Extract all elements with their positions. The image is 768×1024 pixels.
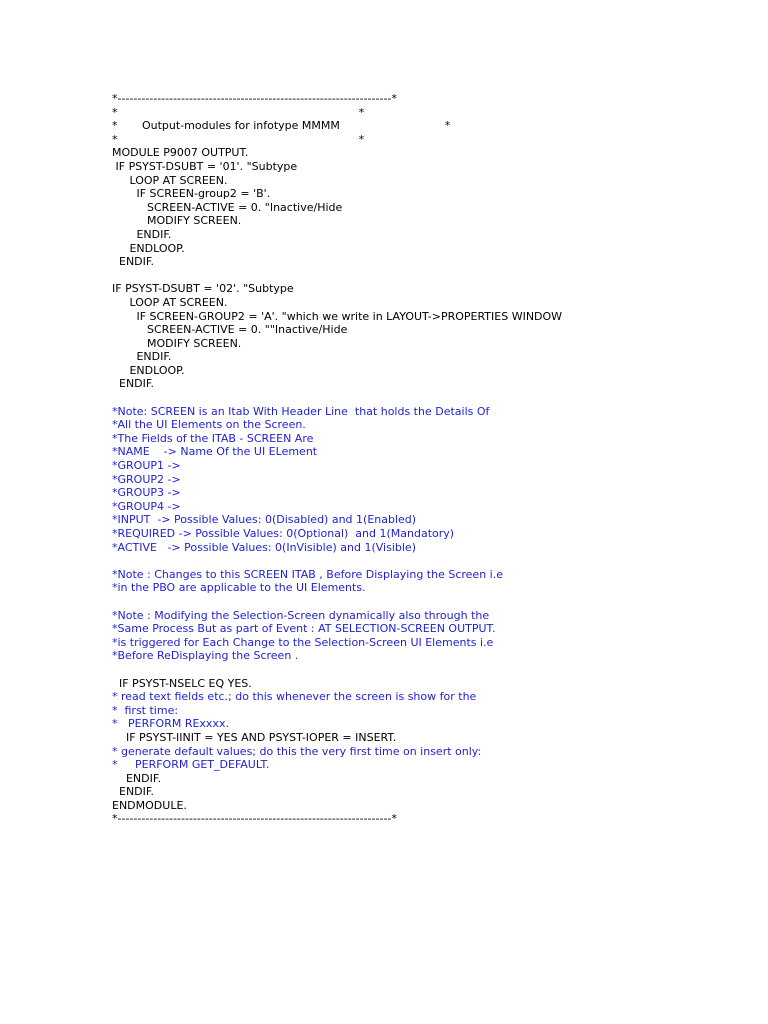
comment-line: *Before ReDisplaying the Screen . — [112, 649, 299, 663]
code-line: IF PSYST-DSUBT = '02'. "Subtype — [112, 282, 294, 296]
comment-line: *Note: SCREEN is an Itab With Header Line that holds the Details Of — [112, 404, 490, 418]
comment-line: *ACTIVE -> Possible Values: 0(InVisible) and 1(Visible) — [112, 540, 416, 554]
comment-line: * generate default values; do this the very first time on insert only: — [112, 744, 482, 758]
code-line: * * — [112, 105, 365, 119]
comment-line: *GROUP3 -> — [112, 486, 181, 500]
code-line — [112, 663, 732, 677]
comment-line: * read text fields etc.; do this whenever the screen is show for the — [112, 690, 477, 704]
code-line: IF PSYST-IINIT = YES AND PSYST-IOPER = INSERT. — [112, 730, 397, 744]
abap-code-listing — [112, 92, 732, 826]
code-line: IF PSYST-NSELC EQ YES. — [112, 676, 252, 690]
code-line: ENDLOOP. — [112, 363, 185, 377]
comment-line: * PERFORM RExxxx. — [112, 717, 229, 731]
comment-line: *in the PBO are applicable to the UI Elements. — [112, 581, 366, 595]
code-line — [112, 269, 732, 283]
comment-line: * first time: — [112, 703, 179, 717]
comment-line: *REQUIRED -> Possible Values: 0(Optional) and 1(Mandatory) — [112, 527, 455, 540]
code-line: ENDLOOP. — [112, 241, 185, 255]
comment-line: *NAME -> Name Of the UI ELement — [112, 445, 318, 459]
code-line: ENDIF. — [112, 377, 154, 391]
code-line: *---------------------------------------------------------------------* — [112, 812, 397, 826]
code-line: SCREEN-ACTIVE = 0. "Inactive/Hide — [112, 200, 343, 214]
code-line: * * — [112, 132, 365, 146]
code-line: MODULE P9007 OUTPUT. — [112, 146, 249, 160]
code-line: ENDIF. — [112, 255, 154, 269]
code-line: ENDIF. — [112, 785, 154, 799]
comment-line: *All the UI Elements on the Screen. — [112, 418, 306, 432]
comment-line: * PERFORM GET_DEFAULT. — [112, 758, 270, 772]
code-line: IF PSYST-DSUBT = '01'. "Subtype — [112, 159, 298, 173]
code-line — [112, 554, 732, 568]
code-line: *---------------------------------------------------------------------* — [112, 92, 397, 105]
comment-line: *Same Process But as part of Event : AT SELECTION-SCREEN OUTPUT. — [112, 622, 496, 636]
comment-line: *Note : Modifying the Selection-Screen dynamically also through the — [112, 608, 490, 622]
code-line: IF SCREEN-group2 = 'B'. — [112, 187, 271, 201]
code-line: ENDIF. — [112, 771, 161, 785]
code-line: ENDIF. — [112, 350, 172, 364]
code-line — [112, 595, 732, 609]
code-line: IF SCREEN-GROUP2 = 'A'. "which we write in LAYOUT->PROPERTIES WINDOW — [112, 309, 563, 323]
code-line: ENDIF. — [112, 227, 172, 241]
comment-line: *is triggered for Each Change to the Selection-Screen UI Elements i.e — [112, 635, 494, 649]
code-line: SCREEN-ACTIVE = 0. ""Inactive/Hide — [112, 323, 348, 337]
code-line: * Output-modules for infotype MMMM * — [112, 119, 451, 133]
comment-line: *GROUP2 -> — [112, 472, 181, 486]
code-line: MODIFY SCREEN. — [112, 336, 242, 350]
code-line: ENDMODULE. — [112, 798, 187, 812]
code-line: LOOP AT SCREEN. — [112, 295, 228, 309]
code-line: MODIFY SCREEN. — [112, 214, 242, 228]
comment-line: *The Fields of the ITAB - SCREEN Are — [112, 431, 314, 445]
code-line — [112, 391, 732, 405]
comment-line: *INPUT -> Possible Values: 0(Disabled) and 1(Enabled) — [112, 513, 417, 527]
comment-line: *Note : Changes to this SCREEN ITAB , Before Displaying the Screen i.e — [112, 567, 503, 581]
comment-line: *GROUP4 -> — [112, 499, 181, 513]
code-line: LOOP AT SCREEN. — [112, 173, 228, 187]
comment-line: *GROUP1 -> — [112, 459, 181, 473]
